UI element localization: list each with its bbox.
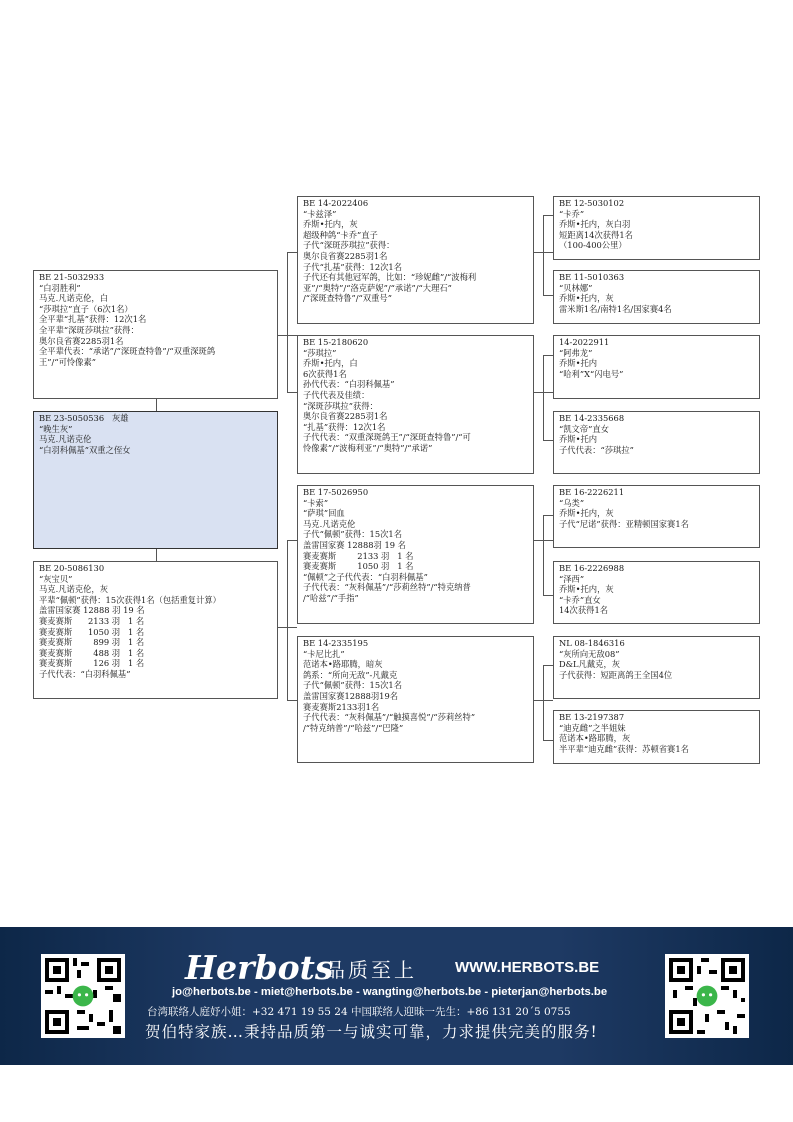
card-line: 全平辈“深斑莎琪拉”获得：: [39, 324, 139, 335]
connector-line: [543, 355, 553, 356]
card-line: 赛麦赛斯 2133 羽 1 名: [39, 615, 145, 626]
connector-line: [543, 665, 553, 666]
card-line: 子代代表：“莎琪拉”: [559, 444, 634, 455]
contact-emails[interactable]: jo@herbots.be - miet@herbots.be - wangting@herbots.be - pieterjan@herbots.be: [172, 986, 608, 998]
bird-name: “白羽胜利”: [39, 282, 81, 293]
connector-line: [287, 252, 288, 392]
ring-number: 14-2022911: [559, 337, 610, 347]
card-line: 奥尔良省赛2285羽1名: [303, 411, 388, 422]
card-line: 范诺本•路耶腾，暗灰: [303, 659, 383, 670]
card-line: 奥尔良省赛2285羽1名: [303, 250, 388, 261]
card-line: “莎琪拉”直子（6次1名）: [39, 303, 133, 314]
card-line: 短距离14次获得1名: [559, 229, 633, 240]
brand-slogan: 品质至上: [325, 958, 417, 982]
card-line: 乔斯•托内: [559, 434, 598, 445]
pedigree-dds-card: [553, 636, 760, 699]
pedigree-sire-card: [33, 270, 278, 399]
card-line: 子代代表：“灰科佩基”/“莎莉丝特”/“特克纳普: [303, 582, 471, 593]
pedigree-dam-card: [33, 561, 278, 699]
card-line: 马克.凡诺克伦: [39, 434, 92, 445]
ring-number: BE 11-5010363: [559, 272, 625, 282]
bird-name: “卡乔”: [559, 208, 585, 219]
card-line: 6次获得1名: [303, 368, 347, 379]
card-line: 子代代表：“灰科佩基”/“触摸喜悦”/“莎莉丝特”: [303, 712, 476, 723]
card-line: 马克.凡诺克伦，灰: [39, 584, 109, 595]
pedigree-sss-card: [553, 196, 760, 260]
bird-name: “贝林娜”: [559, 282, 593, 293]
card-line: “深斑莎琪拉”获得：: [303, 400, 378, 411]
pedigree-ssd-card: [553, 270, 760, 324]
bird-name: “晚生灰”: [39, 423, 73, 434]
connector-line: [543, 595, 553, 596]
website-link[interactable]: WWW.HERBOTS.BE: [455, 959, 600, 976]
card-line: “哈利”X“闪电号”: [559, 368, 624, 379]
card-line: 怜像素”/“波梅利亚”/“奥特”/“承诺”: [303, 442, 433, 453]
bird-name: “乌类”: [559, 497, 585, 508]
card-line: 鸽系：“所向无敌”-凡戴克: [303, 669, 398, 680]
card-line: 子代“尼诺”获得：亚精顿国家赛1名: [559, 518, 689, 529]
connector-line: [287, 252, 297, 253]
card-line: 范诺本•路耶腾，灰: [559, 733, 631, 744]
ring-number: BE 23-5050536 灰雄: [39, 413, 129, 423]
card-line: 子代获得：短距离鸽王全国4位: [559, 669, 673, 680]
card-line: 赛麦赛斯 899 羽 1 名: [39, 637, 145, 648]
bird-name: “迪克雌”之半姐妹: [559, 722, 626, 733]
pedigree-sdd-card: [553, 411, 760, 474]
card-line: 亚”/“奥特”/“洛克萨妮”/“承诺”/“大理石”: [303, 282, 452, 293]
ring-number: BE 16-2226211: [559, 487, 625, 497]
pedigree-sds-card: [553, 335, 760, 399]
card-line: 赛麦赛斯2133羽1名: [303, 701, 380, 712]
ring-number: BE 14-2335195: [303, 638, 369, 648]
bird-name: “泽西”: [559, 573, 585, 584]
connector-line: [156, 548, 157, 562]
ring-number: BE 12-5030102: [559, 198, 625, 208]
card-line: 乔斯•托内，灰: [303, 219, 358, 230]
card-line: 子代代表及佳绩：: [303, 389, 370, 400]
ring-number: BE 13-2197387: [559, 712, 625, 722]
connector-line: [543, 515, 544, 595]
family-motto: 贺伯特家族…秉持品质第一与诚实可靠，力求提供完美的服务!: [145, 1023, 598, 1041]
connector-line: [543, 215, 544, 295]
card-line: （100-400公里）: [559, 240, 627, 251]
card-line: 乔斯•托内，白: [303, 358, 358, 369]
connector-line: [543, 665, 544, 740]
wechat-qr-icon: [41, 954, 125, 1038]
card-line: 乔斯•托内: [559, 358, 598, 369]
card-line: “萨琪”回血: [303, 508, 345, 519]
card-line: 子代还有其他冠军鸽，比如：“珍妮雌”/“波梅利: [303, 272, 477, 283]
card-line: 赛麦赛斯 1050 羽 1 名: [303, 561, 414, 572]
card-line: /“哈兹”/“手指”: [303, 592, 359, 603]
bird-name: “凯文帝”直女: [559, 423, 609, 434]
pedigree-dsd-card: [553, 561, 760, 624]
card-line: D&L凡戴克，灰: [559, 659, 621, 670]
card-line: 赛麦赛斯 488 羽 1 名: [39, 647, 145, 658]
connector-line: [543, 215, 553, 216]
ring-number: BE 17-5026950: [303, 487, 369, 497]
card-line: 盖雷国家赛12888羽19名: [303, 690, 399, 701]
card-line: 盖雷国家赛 12888 羽 19 名: [39, 605, 145, 616]
card-line: 半平辈“迪克雌”获得：苏顿省赛1名: [559, 743, 689, 754]
pedigree-ss-card: [297, 196, 534, 324]
ring-number: BE 15-2180620: [303, 337, 369, 347]
herbots-logo: Herbots: [185, 948, 334, 987]
connector-line: [287, 540, 288, 700]
card-line: 马克.凡诺克伦: [303, 518, 356, 529]
pedigree-ddd-card: [553, 710, 760, 764]
card-line: 乔斯•托内，灰: [559, 293, 614, 304]
card-line: 子代“深斑莎琪拉”获得：: [303, 240, 395, 251]
ring-number: BE 14-2022406: [303, 198, 369, 208]
card-line: “扎基”获得：12次1名: [303, 421, 386, 432]
pedigree-ds-card: [297, 485, 534, 624]
card-line: 孙代代表：“白羽科佩基”: [303, 379, 395, 390]
card-line: /“深斑查特鲁”/“双重号”: [303, 293, 392, 304]
card-line: 超级种鸽“卡乔”直子: [303, 229, 378, 240]
card-line: 子代代表：“双重深斑鸽王”/“深斑查特鲁”/“可: [303, 432, 471, 443]
connector-line: [287, 700, 297, 701]
card-line: 奥尔良省赛2285羽1名: [39, 335, 124, 346]
card-line: 子代代表：“白羽科佩基”: [39, 668, 131, 679]
card-line: 全平辈代表：“承诺”/“深斑查特鲁”/“双重深斑鸽: [39, 346, 216, 357]
card-line: /“特克纳普”/“哈兹”/“巴隆”: [303, 722, 404, 733]
brand-row: [185, 948, 625, 987]
connector-line: [287, 392, 297, 393]
wechat-qr-icon: [665, 954, 749, 1038]
connector-line: [543, 355, 544, 440]
card-line: 马克.凡诺克伦，白: [39, 293, 109, 304]
card-line: 全平辈“扎基”获得：12次1名: [39, 314, 147, 325]
card-line: 赛麦赛斯 2133 羽 1 名: [303, 550, 414, 561]
card-line: “白羽科佩基”双重之侄女: [39, 444, 131, 455]
connector-line: [543, 515, 553, 516]
bird-name: “卡尼比扎”: [303, 648, 345, 659]
pedigree-dd-card: [297, 636, 534, 763]
card-line: 乔斯•托内，灰: [559, 584, 614, 595]
ring-number: BE 14-2335668: [559, 413, 625, 423]
connector-line: [156, 398, 157, 412]
card-line: 盖雷国家赛 12888羽 19 名: [303, 539, 406, 550]
ring-number: BE 16-2226988: [559, 563, 625, 573]
pedigree-sd-card: [297, 335, 534, 474]
card-line: 乔斯•托内，灰: [559, 508, 614, 519]
bird-name: “灰宝贝”: [39, 573, 73, 584]
card-line: 乔斯•托内，灰白羽: [559, 219, 631, 230]
pedigree-subject-card: [33, 411, 278, 549]
card-line: 子代“佩顿”获得：15次1名: [303, 680, 402, 691]
ring-number: BE 20-5086130: [39, 563, 105, 573]
bird-name: “莎琪拉”: [303, 347, 337, 358]
pedigree-dss-card: [553, 485, 760, 548]
bird-name: “卡兹泽”: [303, 208, 337, 219]
connector-line: [543, 295, 553, 296]
ring-number: NL 08-1846316: [559, 638, 625, 648]
card-line: 赛麦赛斯 126 羽 1 名: [39, 658, 145, 669]
bird-name: “灰所向无敌08”: [559, 648, 620, 659]
card-line: 14次获得1名: [559, 605, 609, 616]
connector-line: [287, 540, 297, 541]
card-line: 王”/“可怜像素”: [39, 356, 97, 367]
card-line: 雷米斯1名/南特1名/国家赛4名: [559, 303, 672, 314]
card-line: 子代“佩顿”获得：15次1名: [303, 529, 402, 540]
card-line: 子代“扎基”获得：12次1名: [303, 261, 402, 272]
connector-line: [543, 740, 553, 741]
card-line: “佩顿”之子代代表：“白羽科佩基”: [303, 571, 428, 582]
contact-phones: 台湾联络人庭妤小姐：+32 471 19 55 24 中国联络人迎昧一先生：+86 131 20´5 0755: [147, 1006, 571, 1018]
bird-name: “阿弗龙”: [559, 347, 593, 358]
connector-line: [543, 440, 553, 441]
card-line: 赛麦赛斯 1050 羽 1 名: [39, 626, 145, 637]
card-line: “卡乔”直女: [559, 594, 601, 605]
bird-name: “卡索”: [303, 497, 329, 508]
ring-number: BE 21-5032933: [39, 272, 105, 282]
card-line: 平辈“佩顿”获得：15次获得1名（包括重复计算）: [39, 594, 221, 605]
